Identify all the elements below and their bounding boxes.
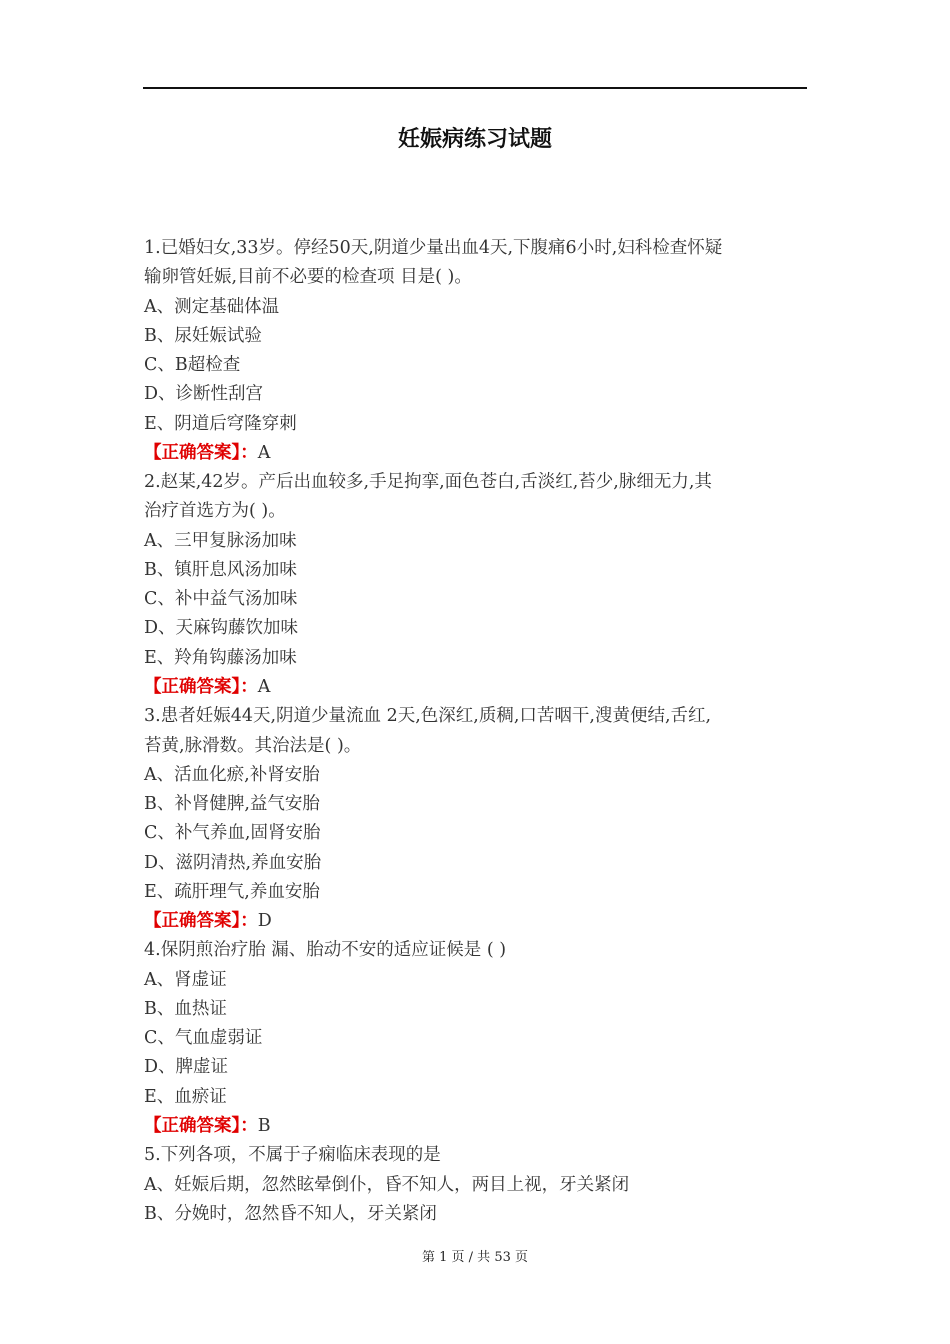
question-item [144, 936, 814, 1141]
correct-answer [144, 907, 814, 936]
question-item [144, 468, 814, 702]
question-stem: 2.赵某,42岁。产后出血较多,手足拘挛,面色苍白,舌淡红,苔少,脉细无力,其 [144, 472, 712, 493]
question-item [144, 1141, 814, 1229]
answer-option: E、羚角钩藤汤加味 [144, 647, 297, 668]
answer-option: B、尿妊娠试验 [144, 325, 262, 346]
correct-answer-label: 【正确答案】： [144, 442, 258, 463]
answer-option: C、补中益气汤加味 [144, 589, 298, 610]
correct-answer-label: 【正确答案】： [144, 676, 258, 697]
page-footer: 第 1 页 / 共 53 页 [422, 1250, 528, 1265]
answer-option: B、补肾健脾,益气安胎 [144, 794, 320, 815]
correct-answer [144, 673, 814, 702]
answer-option: E、血瘀证 [144, 1086, 227, 1107]
question-stem: 治疗首选方为( )。 [144, 501, 286, 522]
answer-option: C、气血虚弱证 [144, 1028, 263, 1049]
correct-answer-value: A [257, 676, 271, 697]
correct-answer-label: 【正确答案】： [144, 911, 258, 932]
answer-option: C、补气养血,固肾安胎 [144, 823, 321, 844]
question-item [144, 234, 814, 468]
question-item [144, 702, 814, 936]
answer-option: D、天麻钩藤饮加味 [144, 618, 299, 639]
answer-option: E、阴道后穹隆穿刺 [144, 413, 297, 434]
correct-answer-value: B [257, 1115, 271, 1136]
correct-answer-value: A [257, 442, 271, 463]
answer-option: A、活血化瘀,补肾安胎 [144, 764, 320, 785]
answer-option: D、诊断性刮宫 [144, 384, 264, 405]
correct-answer-label: 【正确答案】： [144, 1115, 258, 1136]
answer-option: A、三甲复脉汤加味 [144, 530, 297, 551]
header-rule [143, 87, 807, 89]
answer-option: E、疏肝理气,养血安胎 [144, 881, 320, 902]
correct-answer-value: D [257, 911, 272, 932]
answer-option: B、镇肝息风汤加味 [144, 559, 297, 580]
answer-option: C、B超检查 [144, 355, 241, 376]
answer-option: B、血热证 [144, 998, 227, 1019]
question-stem: 5.下列各项，不属于子痫临床表现的是 [144, 1145, 441, 1166]
question-stem: 1.已婚妇女,33岁。停经50天,阴道少量出血4天,下腹痛6小时,妇科检查怀疑 [144, 238, 723, 258]
question-stem: 4.保阴煎治疗胎 漏、胎动不安的适应证候是 ( ) [144, 940, 507, 961]
correct-answer [144, 1112, 814, 1141]
answer-option: A、测定基础体温 [144, 296, 280, 317]
answer-option: D、脾虚证 [144, 1057, 229, 1078]
question-stem: 苔黄,脉滑数。其治法是( )。 [144, 735, 362, 756]
answer-option: A、妊娠后期，忽然眩晕倒仆，昏不知人，两目上视，牙关紧闭 [144, 1174, 630, 1195]
question-stem: 输卵管妊娠,目前不必要的检查项 目是( )。 [144, 267, 472, 288]
question-stem: 3.患者妊娠44天,阴道少量流血 2天,色深红,质稠,口苦咽干,溲黄便结,舌红, [144, 706, 712, 727]
answer-option: D、滋阴清热,养血安胎 [144, 852, 322, 873]
answer-option: B、分娩时，忽然昏不知人，牙关紧闭 [144, 1203, 437, 1224]
document-title: 妊娠病练习试题 [397, 127, 552, 152]
question-list [144, 234, 814, 1229]
correct-answer [144, 439, 814, 468]
answer-option: A、肾虚证 [144, 969, 227, 990]
